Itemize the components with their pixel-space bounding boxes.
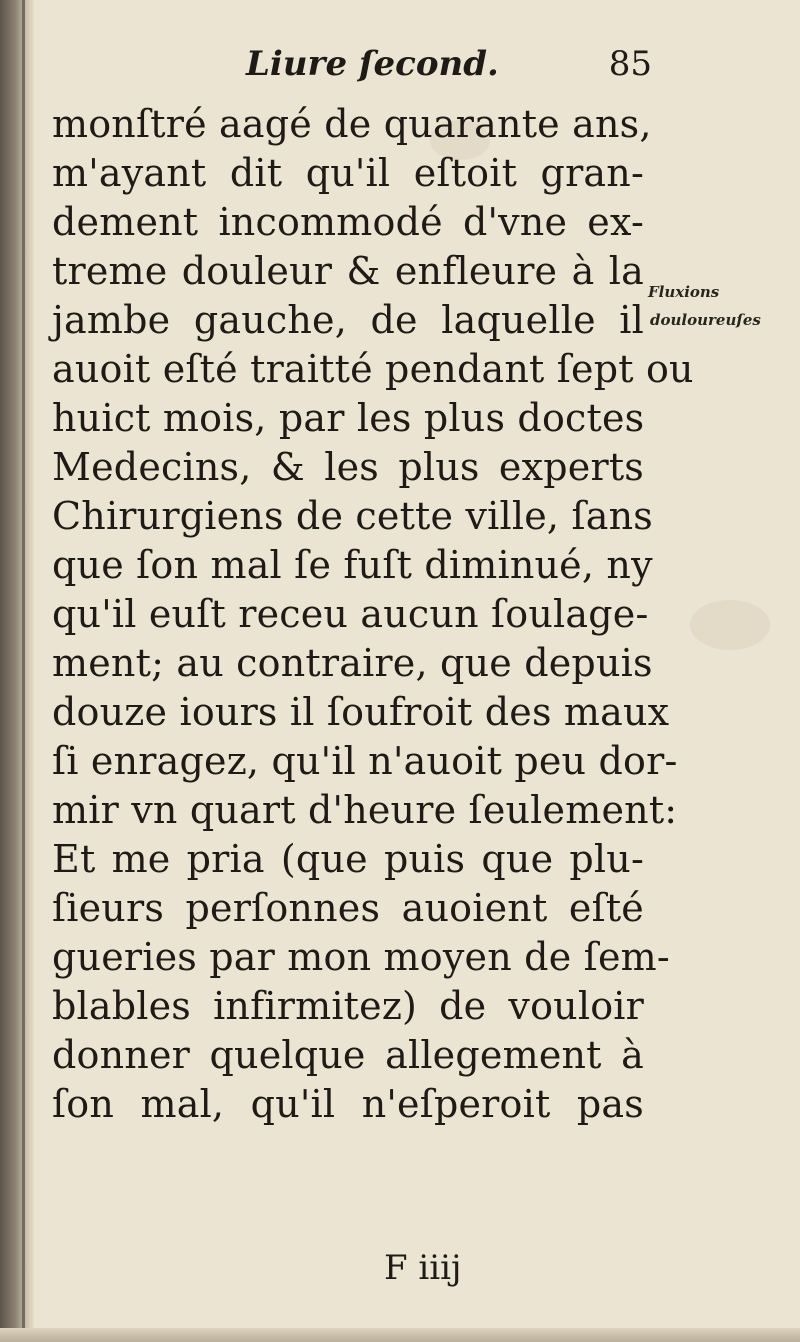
text-line: mir vn quart d'heure ſeulement: [52,788,678,832]
page-gutter [0,0,34,1342]
text-line: dement incommodé d'vne ex- [52,200,644,244]
text-line: que ſon mal ſe fuſt diminué, ny [52,543,653,587]
text-line: ſieurs perſonnes auoient eſté [52,886,644,930]
gutter-fold-line [22,0,25,1342]
text-line: Chirurgiens de cette ville, ſans [52,494,653,538]
text-line: monſtré aagé de quarante ans, [52,102,652,146]
running-title: Liure ſecond. [246,44,499,84]
text-line: jambe gauche, de laquelle il [52,298,644,342]
text-line: ſi enragez, qu'il n'auoit peu dor- [52,739,678,783]
text-line: Et me pria (que puis que plu- [52,837,644,881]
paper-stain [690,600,770,650]
text-line: treme douleur & enfleure à la [52,249,644,293]
text-line: auoit eſté traitté pendant ſept ou [52,347,694,391]
page-number: 85 [608,44,652,84]
text-line: blables infirmitez) de vouloir [52,984,644,1028]
page-bottom-edge [0,1328,800,1342]
text-line: douze iours il ſoufroit des maux [52,690,670,734]
text-line: donner quelque allegement à [52,1033,644,1077]
text-line: huict mois, par les plus doctes [52,396,645,440]
signature-mark: F iiij [384,1248,462,1288]
marginal-note-line: Fluxions [648,283,720,301]
marginal-note-line: douloureuſes [650,311,761,329]
text-line: gueries par mon moyen de ſem- [52,935,670,979]
page-header [60,44,660,94]
marginal-note [648,278,796,334]
text-line: ſon mal, qu'il n'eſperoit pas [52,1082,644,1126]
text-line: ment; au contraire, que depuis [52,641,653,685]
text-line: qu'il euſt receu aucun ſoulage- [52,592,649,636]
text-line: m'ayant dit qu'il eſtoit gran- [52,151,644,195]
text-line: Medecins, & les plus experts [52,445,644,489]
